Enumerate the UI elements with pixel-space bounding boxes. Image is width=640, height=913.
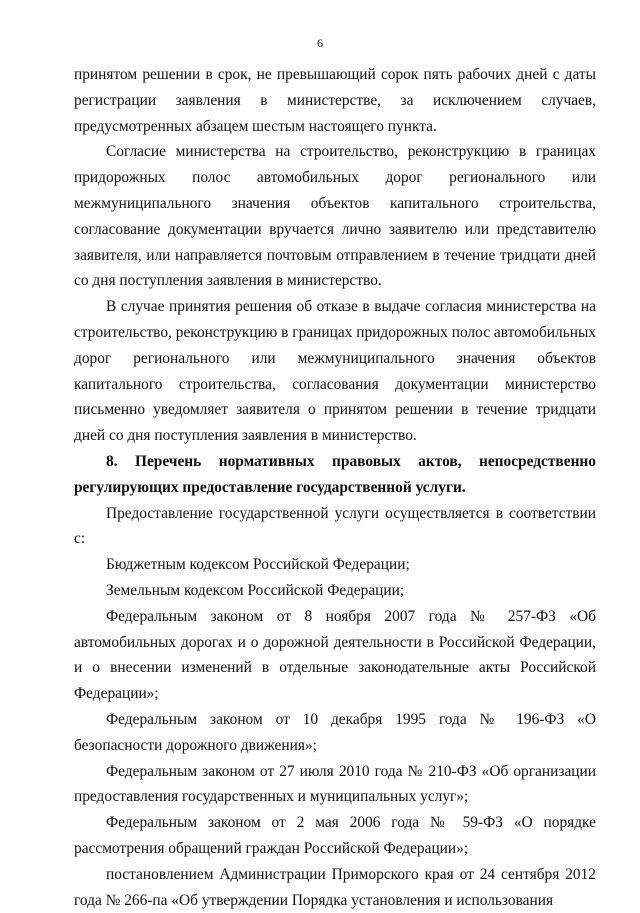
document-body [74,62,596,913]
list-item-land-code: Земельным кодексом Российской Федерации; [106,581,405,599]
list-item-budget-code: Бюджетным кодексом Российской Федерации; [106,556,410,574]
section-heading-legal-acts: 8. Перечень нормативных правовых актов, непосредственно регулирующих предоставление государственной услуги. [74,452,596,496]
paragraph-refusal-notice: В случае принятия решения об отказе в выдаче согласия министерства на строительство, реконструкцию в границах придорожных полос автомобильных дорог регионального или межмуниципального значения объектов капитального строительства, согласования документации министерство письменно уведомляет заявителя о принятом решении в течение тридцати дней со дня поступления заявления в министерство. [74,298,596,445]
paragraph-legal-basis-intro: Предоставление государственной услуги осуществляется в соответствии с: [74,504,596,548]
paragraph-decision-deadline: принятом решении в срок, не превышающий сорок пять рабочих дней с даты регистрации заявления в министерстве, за исключением случаев, предусмотренных абзацем шестым настоящего пункта. [74,66,596,135]
page-number: 6 [317,36,323,50]
paragraph-consent-delivery: Согласие министерства на строительство, реконструкцию в границах придорожных полос автомобильных дорог регионального или межмуниципального значения объектов капитального строительства, согласование документации вручается лично заявителю или представителю заявителя, или направляется почтовым отправлением в течение тридцати дней со дня поступления заявления в министерство. [74,143,596,290]
list-item-law-196: Федеральным законом от 10 декабря 1995 года № 196-ФЗ «О безопасности дорожного движения»; [74,710,596,754]
list-item-law-257: Федеральным законом от 8 ноября 2007 года № 257-ФЗ «Об автомобильных дорогах и о дорожной деятельности в Российской Федерации, и о внесении изменений в отдельные законодательные акты Российской Федерации»; [74,607,596,703]
list-item-law-210: Федеральным законом от 27 июля 2010 года № 210-ФЗ «Об организации предоставления государственных и муниципальных услуг»; [74,762,596,806]
list-item-resolution-266: постановлением Администрации Приморского края от 24 сентября 2012 года № 266-па «Об утверждении Порядка установления и использования [74,865,596,909]
list-item-law-59: Федеральным законом от 2 мая 2006 года № 59-ФЗ «О порядке рассмотрения обращений граждан Российской Федерации»; [74,814,596,857]
